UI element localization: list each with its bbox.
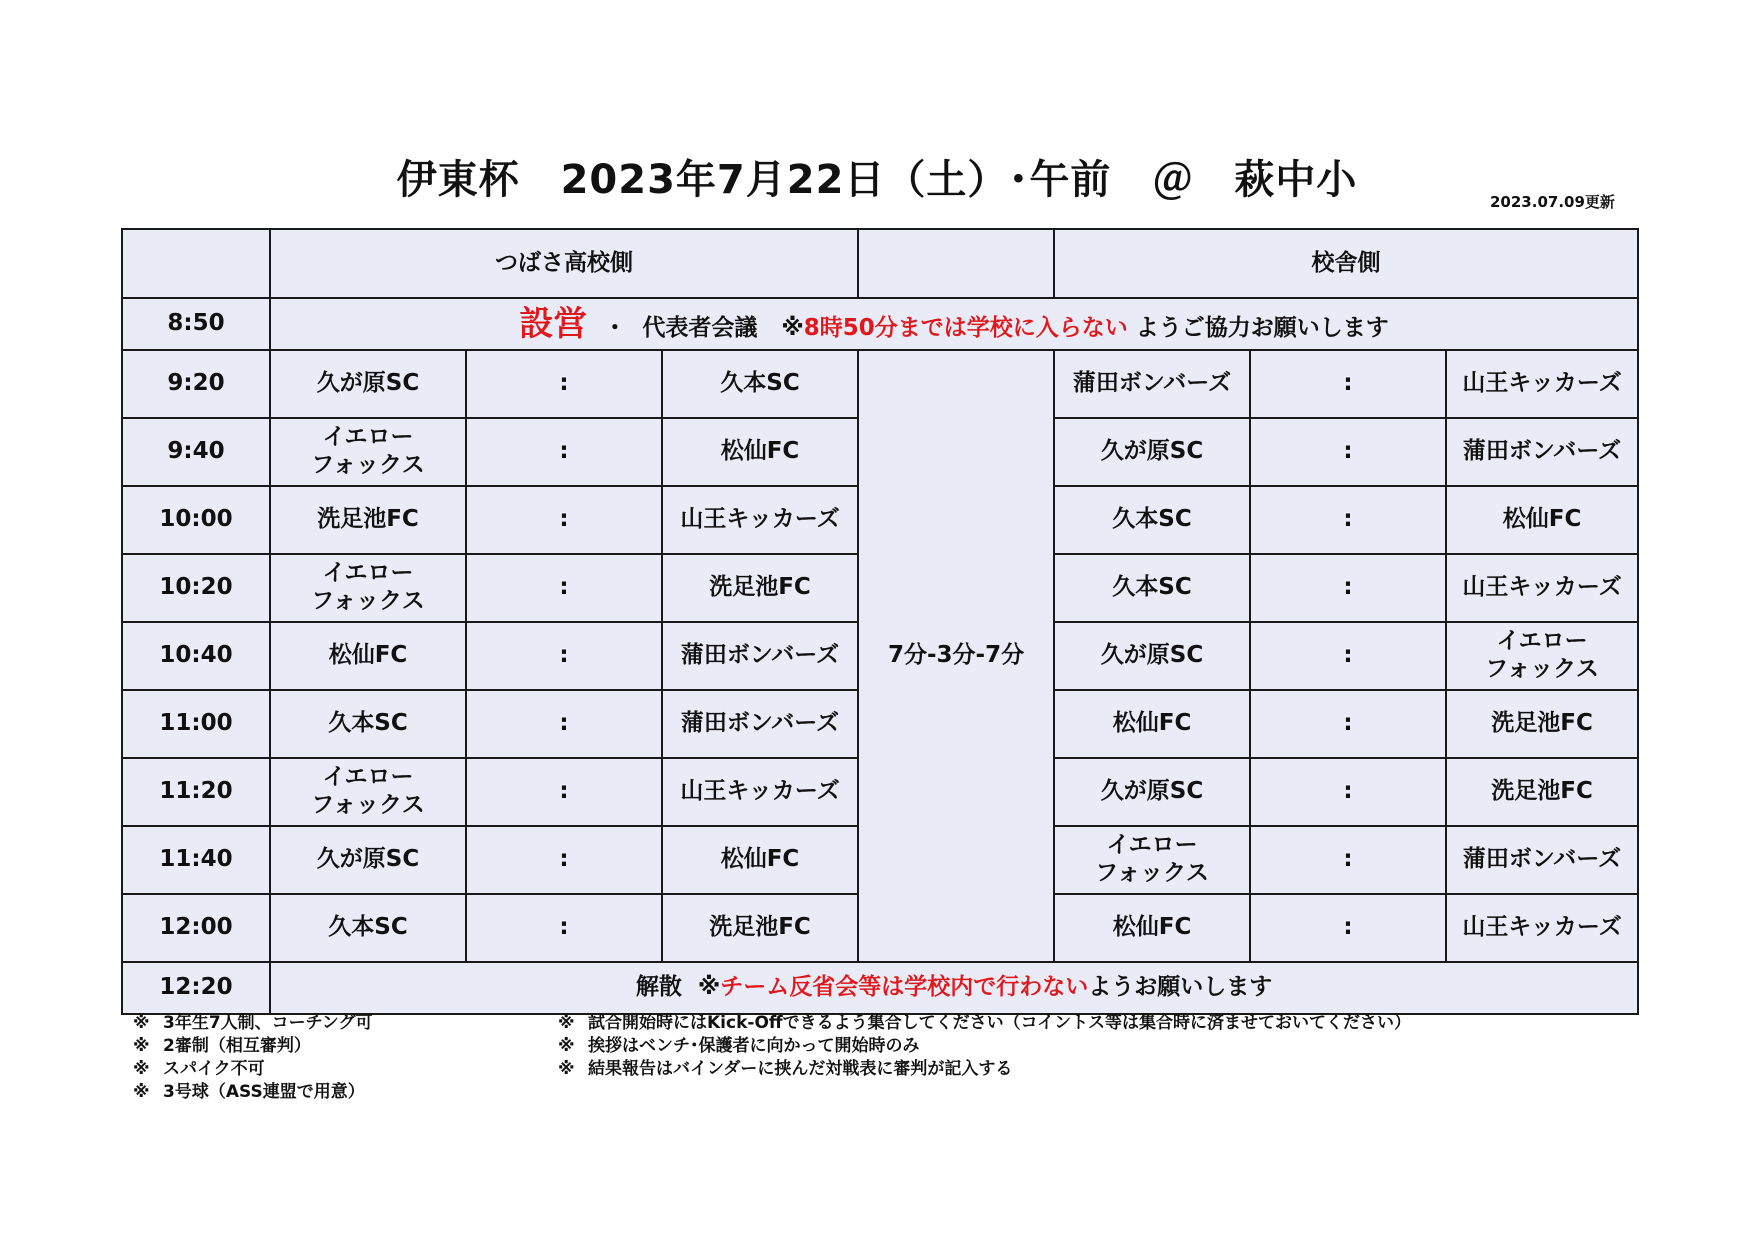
left-away-team: 洗足池FC [662,894,858,962]
left-score-separator: : [466,758,662,826]
note-mark: ※ [133,1013,150,1033]
setup-request: ようご協力お願いします [1135,314,1389,341]
left-home-team: 久が原SC [270,350,466,418]
setup-row [122,298,1638,350]
left-away-team: 蒲田ボンバーズ [662,622,858,690]
match-time: 11:00 [122,690,270,758]
dismissal-request: ようお願いします [1088,974,1273,1001]
setup-separator: ・ [603,314,627,341]
note-text: 試合開始時にはKick-Offできるよう集合してください（コイントス等は集合時に済ませておいてください） [588,1013,1411,1033]
right-score-separator: : [1250,826,1446,894]
header-center-blank-cell [858,229,1054,298]
left-home-team: 久本SC [270,690,466,758]
note-item [558,1058,1411,1081]
right-score-separator: : [1250,894,1446,962]
note-text: 結果報告はバインダーに挟んだ対戦表に審判が記入する [588,1059,1013,1079]
left-away-team: 松仙FC [662,826,858,894]
setup-time: 8:50 [122,298,270,350]
left-score-separator: : [466,350,662,418]
note-mark: ※ [133,1036,150,1056]
setup-warning: 8時50分までは学校に入らない [803,314,1128,341]
left-home-team: 久が原SC [270,826,466,894]
dismissal-announcement [270,962,1638,1014]
left-away-team: 洗足池FC [662,554,858,622]
note-text: 3年生7人制、コーチング可 [163,1013,373,1033]
note-text: スパイク不可 [163,1059,265,1079]
left-away-team: 久本SC [662,350,858,418]
match-time: 9:40 [122,418,270,486]
left-away-team: 山王キッカーズ [662,758,858,826]
left-score-separator: : [466,554,662,622]
note-item [133,1012,372,1035]
notes-right-list [558,1012,1411,1081]
left-score-separator: : [466,418,662,486]
right-score-separator: : [1250,350,1446,418]
dismissal-row [122,962,1638,1014]
match-time: 11:20 [122,758,270,826]
match-time: 10:00 [122,486,270,554]
notes-left-list [133,1012,372,1104]
dismissal-time: 12:20 [122,962,270,1014]
left-away-team: 蒲田ボンバーズ [662,690,858,758]
note-mark: ※ [133,1059,150,1079]
right-score-separator: : [1250,622,1446,690]
right-away-team: 洗足池FC [1446,758,1638,826]
meeting-label: 代表者会議 [642,314,758,341]
right-home-team: 久が原SC [1054,622,1250,690]
note-item [558,1035,1411,1058]
header-right-side: 校舎側 [1054,229,1638,298]
left-away-team: 山王キッカーズ [662,486,858,554]
right-away-team: 山王キッカーズ [1446,554,1638,622]
left-home-team: 久本SC [270,894,466,962]
right-home-team: 久が原SC [1054,758,1250,826]
match-time: 9:20 [122,350,270,418]
match-time: 11:40 [122,826,270,894]
left-score-separator: : [466,826,662,894]
updated-date: 2023.07.09更新 [1490,193,1615,211]
right-away-team: 洗足池FC [1446,690,1638,758]
header-left-side: つばさ高校側 [270,229,858,298]
match-row [122,350,1638,418]
left-home-team: イエロー フォックス [270,554,466,622]
right-score-separator: : [1250,418,1446,486]
left-score-separator: : [466,690,662,758]
setup-label: 設営 [519,303,588,344]
right-home-team: 松仙FC [1054,690,1250,758]
right-home-team: 蒲田ボンバーズ [1054,350,1250,418]
right-away-team: イエロー フォックス [1446,622,1638,690]
right-home-team: 久本SC [1054,554,1250,622]
dismissal-warning: チーム反省会等は学校内で行わない [720,974,1089,1001]
right-away-team: 蒲田ボンバーズ [1446,418,1638,486]
right-score-separator: : [1250,758,1446,826]
right-home-team: 久が原SC [1054,418,1250,486]
note-text: 3号球（ASS連盟で用意） [163,1082,365,1102]
right-away-team: 山王キッカーズ [1446,350,1638,418]
right-score-separator: : [1250,486,1446,554]
header-blank-cell [122,229,270,298]
note-mark: ※ [133,1082,150,1102]
dismissal-label: 解散 [635,974,682,1001]
schedule-table [121,228,1639,1015]
note-text: 2審制（相互審判） [163,1036,311,1056]
note-item [133,1035,372,1058]
left-away-team: 松仙FC [662,418,858,486]
note-item [133,1081,372,1104]
note-mark: ※ [558,1013,575,1033]
note-mark: ※ [558,1036,575,1056]
page-title: 伊東杯 2023年7月22日（土）･午前 ＠ 萩中小 [396,157,1358,203]
right-home-team: 松仙FC [1054,894,1250,962]
match-time: 10:40 [122,622,270,690]
right-home-team: 久本SC [1054,486,1250,554]
header-row [122,229,1638,298]
note-text: 挨拶はベンチ･保護者に向かって開始時のみ [588,1036,920,1056]
note-mark: ※ [558,1059,575,1079]
right-score-separator: : [1250,554,1446,622]
right-home-team: イエロー フォックス [1054,826,1250,894]
left-home-team: 松仙FC [270,622,466,690]
right-away-team: 松仙FC [1446,486,1638,554]
setup-announcement [270,298,1638,350]
note-item [133,1058,372,1081]
left-score-separator: : [466,622,662,690]
left-score-separator: : [466,486,662,554]
right-away-team: 山王キッカーズ [1446,894,1638,962]
right-away-team: 蒲田ボンバーズ [1446,826,1638,894]
left-home-team: イエロー フォックス [270,758,466,826]
setup-kome-mark: ※ [781,314,804,341]
left-home-team: イエロー フォックス [270,418,466,486]
right-score-separator: : [1250,690,1446,758]
match-rule: 7分-3分-7分 [858,350,1054,962]
match-time: 10:20 [122,554,270,622]
match-time: 12:00 [122,894,270,962]
left-home-team: 洗足池FC [270,486,466,554]
left-score-separator: : [466,894,662,962]
dismissal-kome-mark: ※ [697,974,721,1001]
note-item [558,1012,1411,1035]
